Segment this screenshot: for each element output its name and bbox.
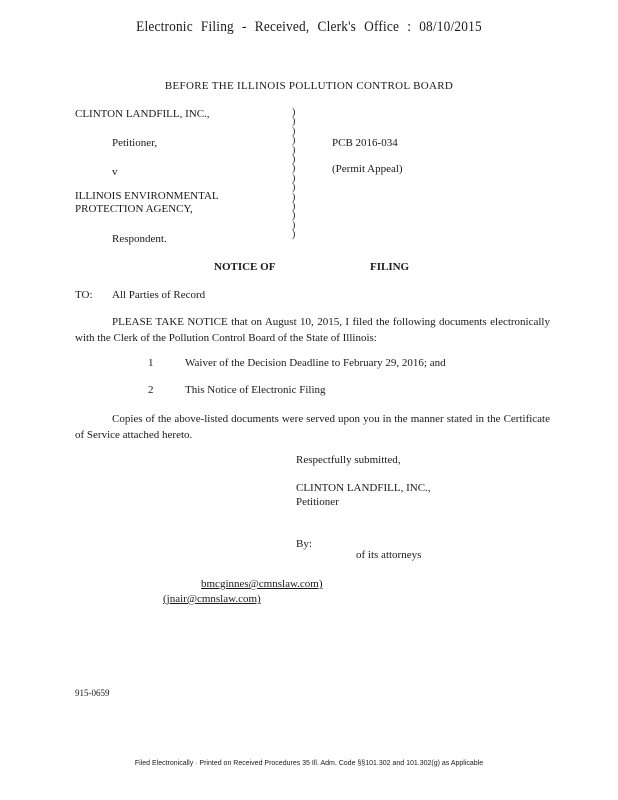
attorney-email-link[interactable]: bmcginnes@cmnslaw.com) (201, 578, 323, 590)
document-code: 915-0659 (75, 688, 110, 698)
closing-line: Respectfully submitted, (296, 454, 401, 466)
notice-paragraph: PLEASE TAKE NOTICE that on August 10, 2015, I filed the following documents electronically with the Clerk of the Pollution Control Board of the State of Illinois: (75, 316, 550, 344)
doc-item-number: 1 (148, 357, 154, 369)
versus-label: v (112, 166, 118, 178)
doc-item-text: Waiver of the Decision Deadline to February 29, 2016; and (185, 357, 446, 369)
attorney-email-link[interactable]: (jnair@cmnslaw.com) (163, 593, 261, 605)
signature-role: Petitioner (296, 496, 339, 508)
party-respondent-line2: PROTECTION AGENCY, (75, 203, 193, 215)
caption-divider: ) ) ) ) ) ) ) ) ) ) ) ) ) ) (292, 107, 296, 241)
party-respondent-line1: ILLINOIS ENVIRONMENTAL (75, 190, 219, 202)
service-paragraph: Copies of the above-listed documents were served upon you in the manner stated in the Certificate of Service attached hereto. (75, 413, 550, 441)
notice-title-left: NOTICE OF (214, 261, 276, 273)
petitioner-label: Petitioner, (112, 137, 158, 149)
respondent-label: Respondent. (112, 233, 167, 245)
case-type: (Permit Appeal) (332, 163, 403, 175)
notice-title-right: FILING (370, 261, 410, 273)
party-petitioner-name: CLINTON LANDFILL, INC., (75, 108, 210, 120)
case-number: PCB 2016-034 (332, 137, 398, 149)
signature-attorneys: of its attorneys (356, 549, 422, 561)
doc-item-number: 2 (148, 384, 154, 396)
filing-header: Electronic Filing - Received, Clerk's Office : 08/10/2015 (136, 19, 482, 35)
signature-by: By: (296, 538, 312, 550)
signature-party: CLINTON LANDFILL, INC., (296, 482, 431, 494)
page-footer: Filed Electronically · Printed on Received Procedures 35 Ill. Adm. Code §§101.302 and 101.302(g) as Applicable (134, 760, 484, 767)
to-value: All Parties of Record (112, 289, 206, 301)
board-title: BEFORE THE ILLINOIS POLLUTION CONTROL BOARD (164, 80, 454, 92)
to-label: TO: (75, 289, 93, 301)
doc-item-text: This Notice of Electronic Filing (185, 384, 326, 396)
